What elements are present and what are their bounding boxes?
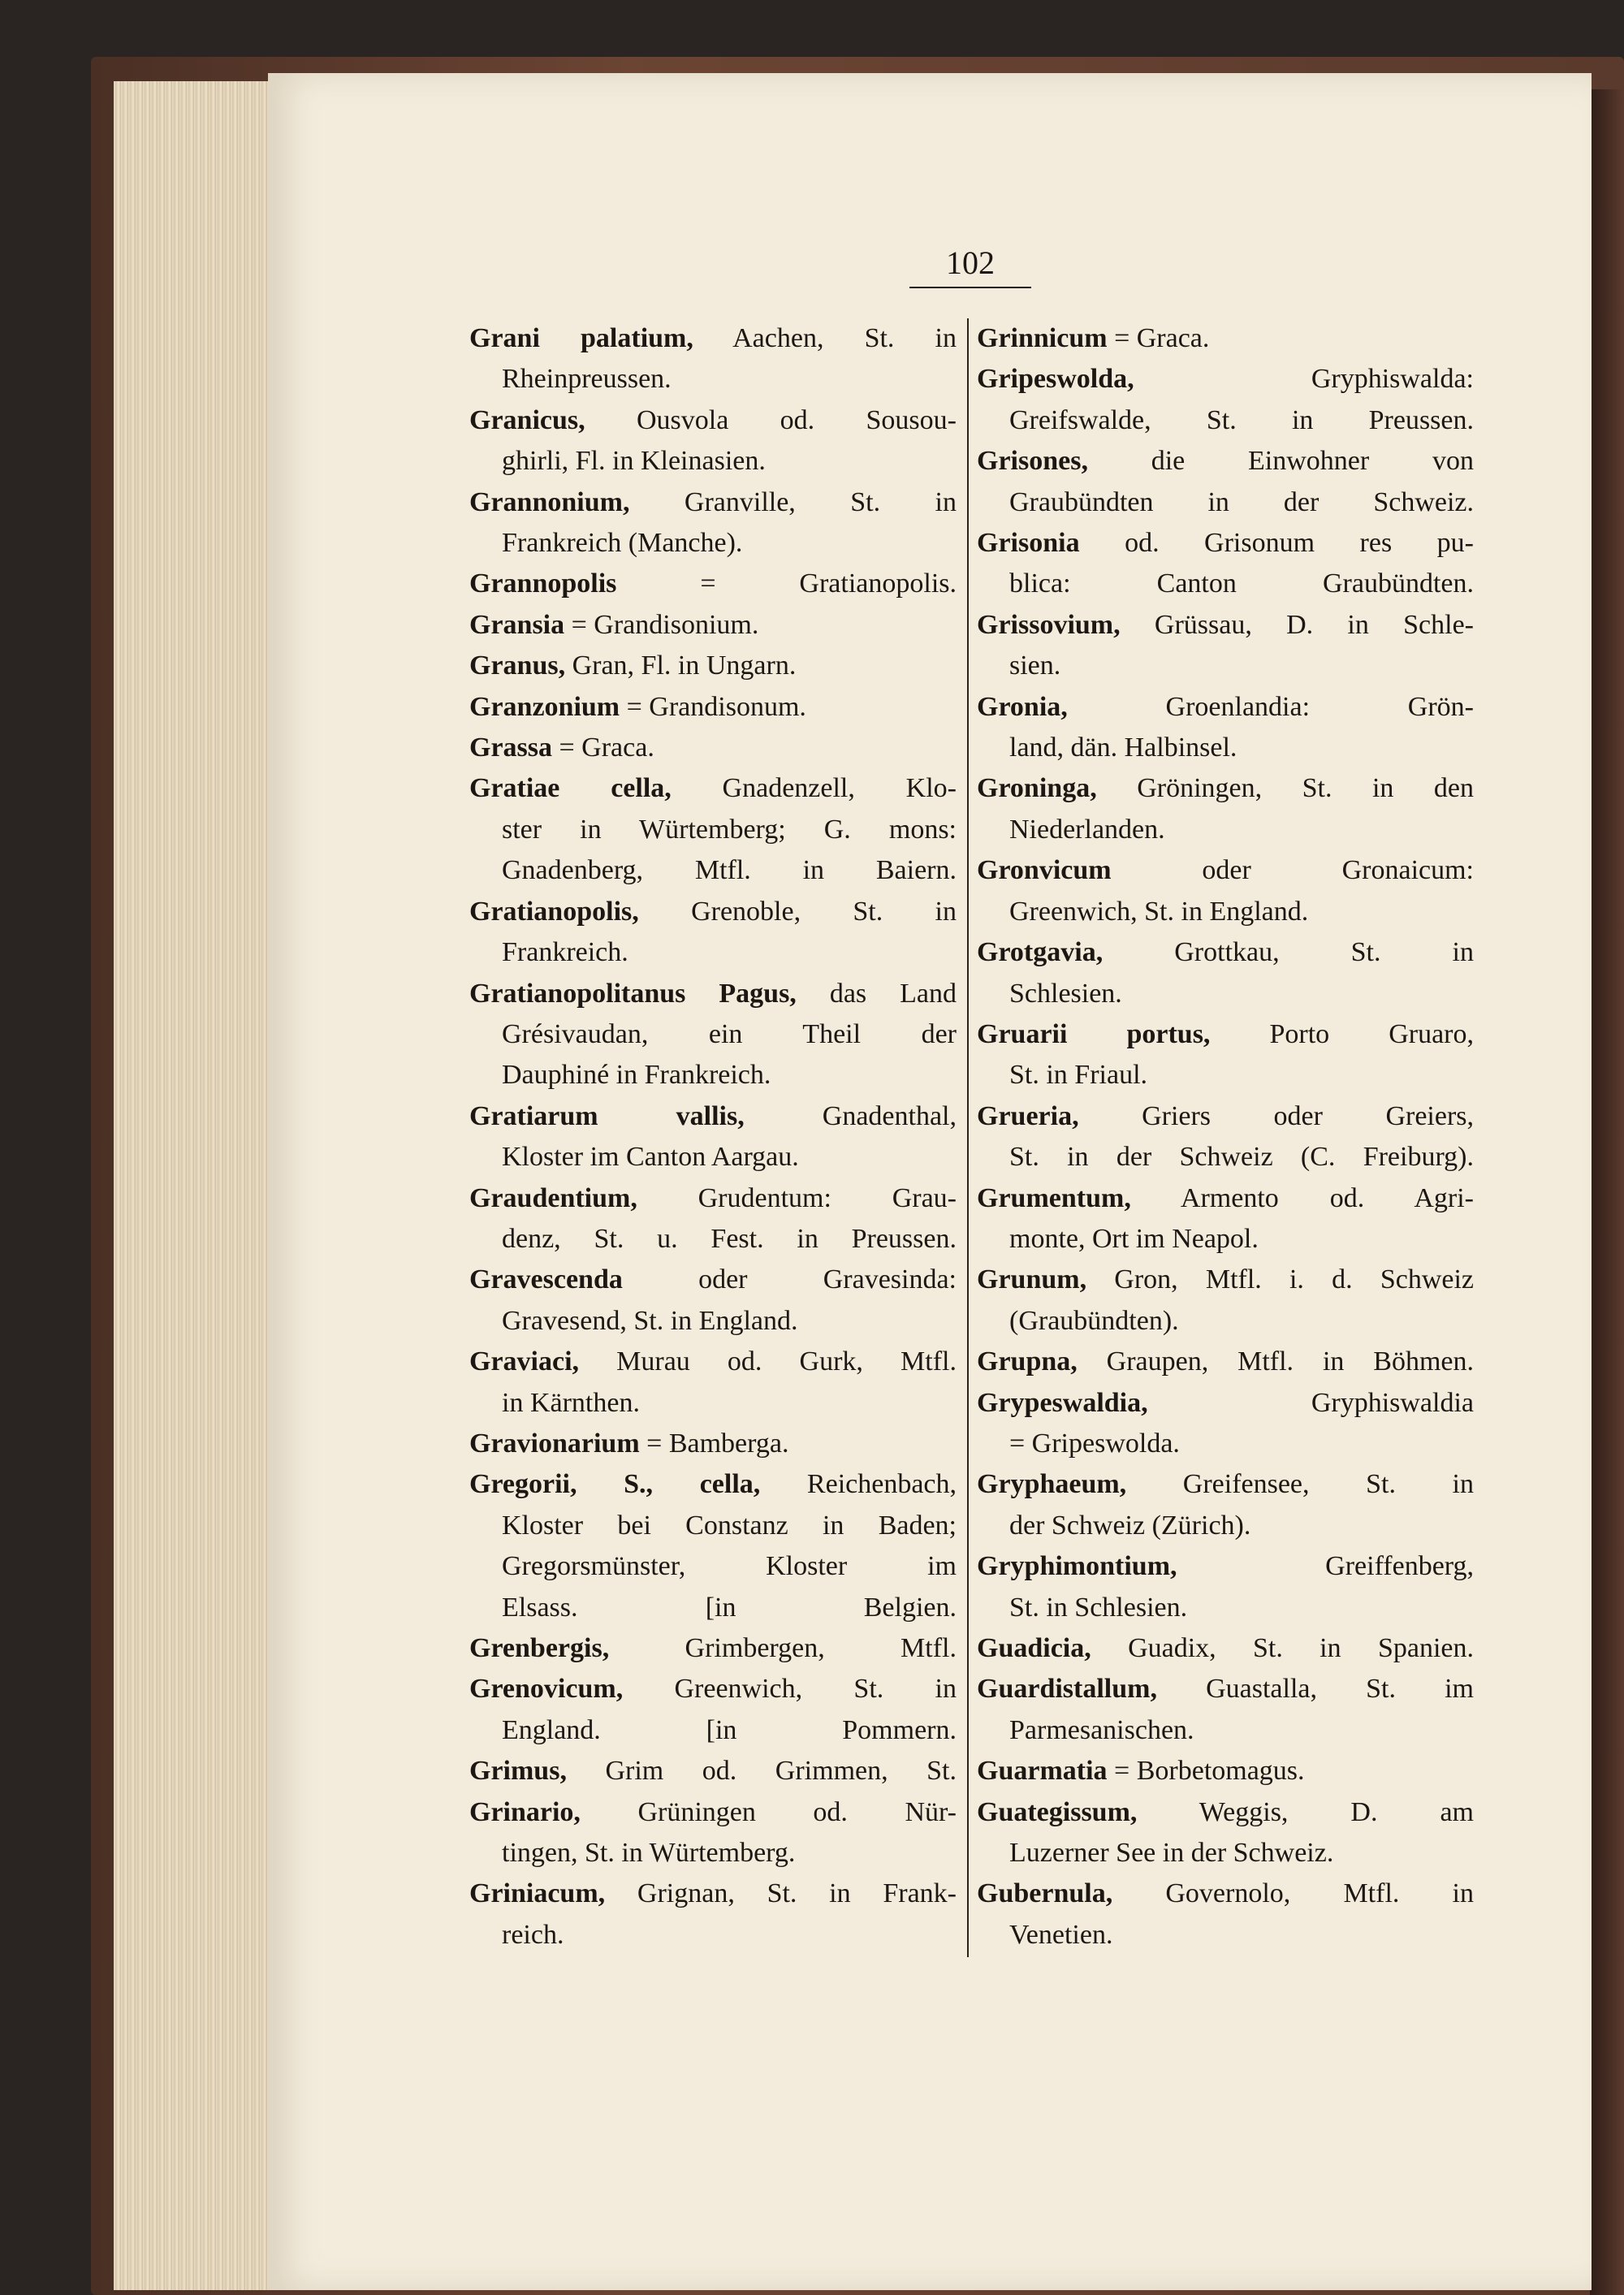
entry-text: Greifensee, St. in <box>1126 1469 1474 1500</box>
entry-line <box>977 1096 1474 1137</box>
entry-headword: Grani palatium, <box>469 323 693 353</box>
entry-continuation <box>977 564 1474 604</box>
entry-line <box>977 318 1474 359</box>
entry-headword: Granus, <box>469 650 566 681</box>
entry-headword: Gregorii, S., cella, <box>469 1469 761 1500</box>
entry-text: Armento od. Agri- <box>1130 1182 1474 1213</box>
entry-headword: Grotgavia, <box>977 937 1104 968</box>
entry-text: Grésivaudan, ein Theil der <box>502 1018 957 1049</box>
entry-line <box>469 482 957 523</box>
entry-text: oder Gravesinda: <box>622 1264 957 1295</box>
entry-text: od. Grisonum res pu- <box>1079 528 1474 559</box>
entry-text: Ousvola od. Sousou- <box>585 404 957 435</box>
entry-continuation <box>977 1833 1474 1874</box>
entry-text: Elsass. [in Belgien. <box>502 1592 957 1623</box>
entry-continuation <box>977 974 1474 1014</box>
entry-continuation <box>469 1014 957 1055</box>
entry-continuation <box>977 1588 1474 1628</box>
entry-continuation <box>469 810 957 850</box>
entry-headword: Gratiarum vallis, <box>469 1100 745 1131</box>
entry-text: Gron, Mtfl. i. d. Schweiz <box>1086 1264 1474 1295</box>
entry-line <box>469 1874 957 1914</box>
entry-text: Grimbergen, Mtfl. <box>609 1633 957 1663</box>
entry-text: ghirli, Fl. in Kleinasien. <box>502 446 766 477</box>
entry-headword: Grypeswaldia, <box>977 1387 1148 1418</box>
entry-headword: Graudentium, <box>469 1182 637 1213</box>
entry-text: Greenwich, St. in England. <box>1009 896 1309 927</box>
entry-headword: Grannonium, <box>469 486 630 517</box>
entry-headword: Guarmatia <box>977 1756 1108 1787</box>
entry-headword: Groninga, <box>977 773 1097 804</box>
entry-line <box>469 1669 957 1709</box>
entry-text: St. in Friaul. <box>1009 1060 1148 1091</box>
entry-headword: Gruarii portus, <box>977 1018 1211 1049</box>
entry-text: St. in der Schweiz (C. Freiburg). <box>1009 1142 1474 1173</box>
entry-continuation <box>469 1219 957 1260</box>
entry-line <box>977 1546 1474 1587</box>
entry-line <box>977 1342 1474 1382</box>
entry-text: Kloster im Canton Aargau. <box>502 1142 799 1173</box>
entry-text: Granville, St. in <box>629 486 957 517</box>
entry-line <box>977 850 1474 891</box>
entry-line <box>977 1464 1474 1505</box>
entry-headword: Grupna, <box>977 1346 1078 1377</box>
entry-headword: Gratianopolis, <box>469 896 639 927</box>
entry-text: Aachen, St. in <box>693 323 957 353</box>
page-number: 102 <box>909 244 1031 288</box>
entry-line <box>977 932 1474 973</box>
entry-headword: Granicus, <box>469 404 585 435</box>
entry-headword: Grenbergis, <box>469 1633 610 1663</box>
entry-text: Graubündten in der Schweiz. <box>1009 486 1474 517</box>
entry-text: = Grandisonium. <box>564 609 759 640</box>
entry-headword: Gripeswolda, <box>977 364 1134 395</box>
entry-text: = Graca. <box>552 733 654 763</box>
entry-continuation <box>977 646 1474 686</box>
entry-continuation <box>469 441 957 482</box>
entry-line <box>977 687 1474 728</box>
entry-text: monte, Ort im Neapol. <box>1009 1223 1259 1254</box>
right-column <box>977 318 1474 1956</box>
entry-line <box>977 1014 1474 1055</box>
entry-line <box>469 318 957 359</box>
entry-line <box>977 1792 1474 1833</box>
entry-text: Grenoble, St. in <box>638 896 957 927</box>
entry-text: Frankreich (Manche). <box>502 528 743 559</box>
entry-continuation <box>977 1710 1474 1751</box>
entry-text: land, dän. Halbinsel. <box>1009 733 1237 763</box>
entry-continuation <box>977 482 1474 523</box>
entry-text: Gröningen, St. in den <box>1096 773 1474 804</box>
entry-headword: Griniacum, <box>469 1878 606 1909</box>
entry-headword: Grannopolis <box>469 568 617 599</box>
page-edges <box>114 81 276 2290</box>
entry-headword: Guategissum, <box>977 1796 1138 1827</box>
entry-text: Grim od. Grimmen, St. <box>566 1756 957 1787</box>
entry-continuation <box>977 1219 1474 1260</box>
entry-headword: Grinario, <box>469 1796 581 1827</box>
entry-text: Governolo, Mtfl. in <box>1112 1878 1474 1909</box>
entry-text: Gnadenberg, Mtfl. in Baiern. <box>502 855 957 886</box>
entry-line <box>469 1792 957 1833</box>
entry-headword: Graviaci, <box>469 1346 580 1377</box>
entry-headword: Granzonium <box>469 691 620 722</box>
entry-continuation <box>977 892 1474 932</box>
entry-headword: Gryphaeum, <box>977 1469 1127 1500</box>
entry-continuation <box>469 359 957 400</box>
entry-continuation <box>469 1055 957 1096</box>
entry-continuation <box>469 850 957 891</box>
entry-line <box>469 768 957 809</box>
entry-line <box>469 892 957 932</box>
entry-headword: Grunum, <box>977 1264 1087 1295</box>
entry-text: das Land <box>796 978 957 1009</box>
entry-line <box>977 1628 1474 1669</box>
entry-text: Reichenbach, <box>760 1469 957 1500</box>
entry-line <box>977 1178 1474 1219</box>
entry-line <box>469 1464 957 1505</box>
entry-text: Gnadenzell, Klo- <box>671 773 957 804</box>
entry-text: Greiffenberg, <box>1177 1551 1474 1582</box>
entry-headword: Grissovium, <box>977 609 1121 640</box>
entry-text: Graupen, Mtfl. in Böhmen. <box>1077 1346 1474 1377</box>
entry-text: Venetien. <box>1009 1919 1113 1950</box>
entry-text: Grottkau, St. in <box>1103 937 1474 968</box>
entry-headword: Gronvicum <box>977 855 1112 886</box>
entry-text: Grignan, St. in Frank- <box>605 1878 957 1909</box>
entry-text: Gryphiswalda: <box>1134 364 1474 395</box>
entry-text: = Graca. <box>1107 323 1210 353</box>
entry-text: Schlesien. <box>1009 978 1122 1009</box>
entry-continuation <box>977 728 1474 768</box>
entry-text: Grüssau, D. in Schle- <box>1120 609 1474 640</box>
entry-line <box>469 400 957 441</box>
entry-text: = Grandisonum. <box>620 691 806 722</box>
entry-continuation <box>977 1506 1474 1546</box>
entry-text: Griers oder Greiers, <box>1078 1100 1474 1131</box>
entry-line <box>469 1178 957 1219</box>
entry-text: (Graubündten). <box>1009 1305 1179 1336</box>
entry-text: = Bamberga. <box>639 1428 789 1459</box>
facing-page-edge <box>1590 89 1624 2295</box>
entry-text: Niederlanden. <box>1009 814 1165 845</box>
entry-text: Gryphiswaldia <box>1147 1387 1474 1418</box>
entry-headword: Gravionarium <box>469 1428 640 1459</box>
entry-continuation <box>977 810 1474 850</box>
entry-text: Weggis, D. am <box>1137 1796 1474 1827</box>
entry-headword: Grumentum, <box>977 1182 1131 1213</box>
entry-line <box>977 1874 1474 1914</box>
entry-line <box>977 359 1474 400</box>
entry-line <box>469 1628 957 1669</box>
entry-headword: Gratianopolitanus Pagus, <box>469 978 797 1009</box>
entry-text: Gregorsmünster, Kloster im <box>502 1551 957 1582</box>
entry-headword: Gransia <box>469 609 565 640</box>
entry-headword: Gravescenda <box>469 1264 623 1295</box>
entry-text: Kloster bei Constanz in Baden; <box>502 1510 957 1541</box>
entry-continuation <box>469 1546 957 1587</box>
entry-text: Rheinpreussen. <box>502 364 672 395</box>
entry-continuation <box>469 1710 957 1751</box>
entry-text: die Einwohner von <box>1087 446 1474 477</box>
entry-headword: Guardistallum, <box>977 1674 1157 1705</box>
entry-line <box>469 564 957 604</box>
left-column <box>469 318 957 1956</box>
entry-continuation <box>469 932 957 973</box>
entry-text: Luzerner See in der Schweiz. <box>1009 1838 1334 1869</box>
entry-line <box>977 523 1474 564</box>
entry-text: Groenlandia: Grön- <box>1067 691 1474 722</box>
entry-text: Guadix, St. in Spanien. <box>1091 1633 1474 1663</box>
entry-text: Greenwich, St. in <box>623 1674 957 1705</box>
entry-text: Dauphiné in Frankreich. <box>502 1060 771 1091</box>
entry-line <box>977 1751 1474 1791</box>
entry-headword: Grisonia <box>977 528 1080 559</box>
entry-continuation <box>977 400 1474 441</box>
entry-continuation <box>469 523 957 564</box>
entry-continuation <box>469 1833 957 1874</box>
entry-line <box>977 768 1474 809</box>
entry-headword: Grenovicum, <box>469 1674 624 1705</box>
entry-text: blica: Canton Graubündten. <box>1009 568 1474 599</box>
entry-headword: Gubernula, <box>977 1878 1113 1909</box>
entry-text: = Gratianopolis. <box>616 568 957 599</box>
entry-text: St. in Schlesien. <box>1009 1592 1188 1623</box>
entry-line <box>469 974 957 1014</box>
entry-headword: Grassa <box>469 733 552 763</box>
entry-line <box>977 1669 1474 1709</box>
entry-text: Murau od. Gurk, Mtfl. <box>579 1346 957 1377</box>
entry-headword: Gryphimontium, <box>977 1551 1177 1582</box>
entry-line <box>469 646 957 686</box>
entry-headword: Gronia, <box>977 691 1068 722</box>
entry-line <box>469 687 957 728</box>
entry-text: Grüningen od. Nür- <box>580 1796 957 1827</box>
entry-continuation <box>469 1506 957 1546</box>
entry-text: in Kärnthen. <box>502 1387 640 1418</box>
entry-line <box>469 728 957 768</box>
entry-text: sien. <box>1009 650 1061 681</box>
entry-line <box>469 1096 957 1137</box>
entry-continuation <box>977 1055 1474 1096</box>
entry-text: Gran, Fl. in Ungarn. <box>565 650 797 681</box>
entry-text: Grudentum: Grau- <box>637 1182 957 1213</box>
entry-line <box>469 1260 957 1300</box>
entry-text: der Schweiz (Zürich). <box>1009 1510 1251 1541</box>
column-rule <box>967 318 969 1957</box>
entry-text: oder Gronaicum: <box>1111 855 1474 886</box>
entry-continuation <box>469 1588 957 1628</box>
entry-continuation <box>977 1137 1474 1178</box>
entry-continuation <box>469 1915 957 1956</box>
entry-text: ster in Würtemberg; G. mons: <box>502 814 957 845</box>
entry-text: reich. <box>502 1919 564 1950</box>
entry-continuation <box>977 1301 1474 1342</box>
entry-text: denz, St. u. Fest. in Preussen. <box>502 1223 957 1254</box>
entry-text: Guastalla, St. im <box>1156 1674 1474 1705</box>
entry-headword: Grinnicum <box>977 323 1108 353</box>
entry-text: Porto Gruaro, <box>1210 1018 1474 1049</box>
entry-text: England. [in Pommern. <box>502 1714 957 1745</box>
entry-text: = Gripeswolda. <box>1009 1428 1180 1459</box>
entry-text: Greifswalde, St. in Preussen. <box>1009 404 1474 435</box>
entry-text: Frankreich. <box>502 937 628 968</box>
entry-line <box>469 605 957 646</box>
entry-line <box>977 1383 1474 1424</box>
entry-continuation <box>977 1915 1474 1956</box>
entry-text: Parmesanischen. <box>1009 1714 1194 1745</box>
entry-headword: Grisones, <box>977 446 1088 477</box>
entry-line <box>977 1260 1474 1300</box>
entry-continuation <box>469 1301 957 1342</box>
entry-text: Gnadenthal, <box>744 1100 957 1131</box>
entry-continuation <box>469 1137 957 1178</box>
entry-text: Gravesend, St. in England. <box>502 1305 798 1336</box>
entry-line <box>469 1424 957 1464</box>
entry-line <box>977 605 1474 646</box>
entry-line <box>977 441 1474 482</box>
entry-continuation <box>469 1383 957 1424</box>
entry-line <box>469 1342 957 1382</box>
entry-headword: Grimus, <box>469 1756 567 1787</box>
entry-headword: Gratiae cella, <box>469 773 672 804</box>
entry-continuation <box>977 1424 1474 1464</box>
entry-headword: Grueria, <box>977 1100 1079 1131</box>
entry-headword: Guadicia, <box>977 1633 1091 1663</box>
entry-text: tingen, St. in Würtemberg. <box>502 1838 796 1869</box>
entry-line <box>469 1751 957 1791</box>
entry-text: = Borbetomagus. <box>1107 1756 1305 1787</box>
